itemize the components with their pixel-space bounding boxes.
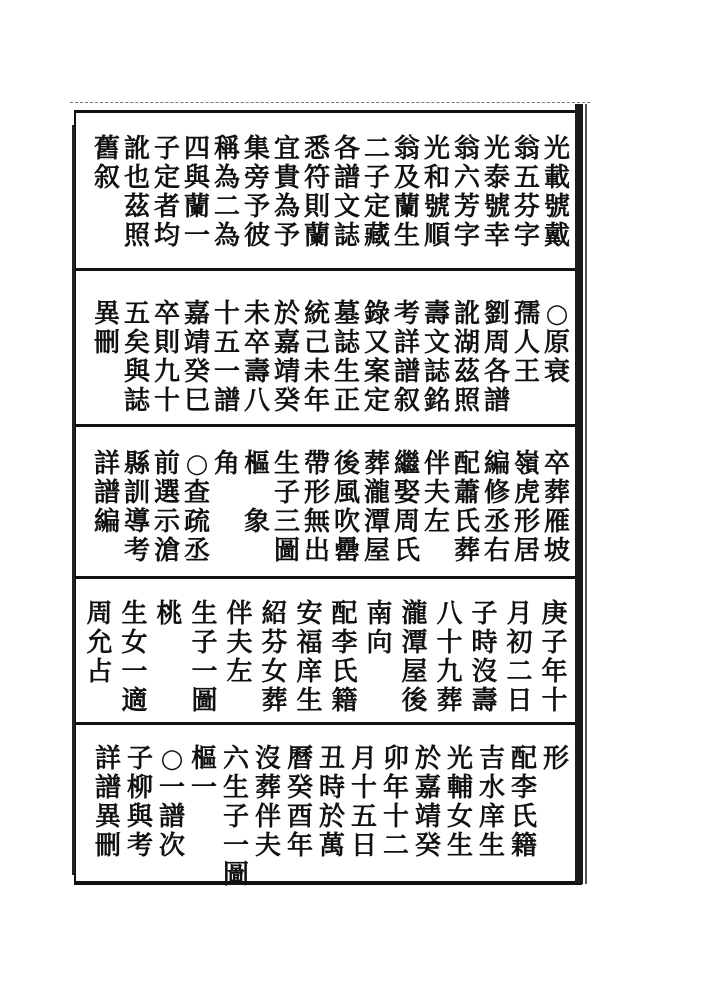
text-column: 子 時 沒 壽 [471, 599, 498, 716]
text-column: 宜 貴 為 予 [273, 134, 300, 251]
text-column: 舊 叙 [93, 134, 120, 193]
text-column: 樞 一 [190, 744, 217, 803]
text-column: 詳 譜 編 [93, 449, 120, 537]
text-column: 各 譜 文 誌 [333, 134, 360, 251]
text-column: 子 柳 與 考 [126, 744, 153, 861]
text-column: 葬 瀧 潭 屋 [363, 449, 390, 566]
text-column: 配 李 氏 籍 [331, 599, 358, 716]
text-column: 墓 誌 生 正 [333, 299, 360, 416]
text-column: ○ 一 譜 次 [158, 744, 185, 861]
band-divider-4 [76, 722, 576, 725]
text-column: 帶 形 無 出 [303, 449, 330, 566]
text-column: 月 初 二 日 [506, 599, 533, 716]
text-column: 生 子 一 圖 [191, 599, 218, 716]
text-band-3 [82, 450, 572, 566]
text-column: 統 己 未 年 [303, 299, 330, 416]
text-column: 壽 文 誌 銘 [423, 299, 450, 416]
text-column: 紹 芬 女 葬 [261, 599, 288, 716]
text-column: 瀧 潭 屋 後 [401, 599, 428, 716]
text-column: 卯 年 十 二 [382, 744, 409, 861]
text-band-5 [82, 745, 572, 890]
text-column: 生 子 三 圖 [273, 449, 300, 566]
text-column: 形 [542, 744, 569, 774]
text-column: 光 輔 女 生 [446, 744, 473, 861]
text-band-4 [82, 600, 572, 716]
text-column: 子 定 者 均 [153, 134, 180, 251]
text-column: 前 選 示 滄 [153, 449, 180, 566]
text-column: 翁 六 芳 字 [453, 134, 480, 251]
text-column: 未 卒 壽 八 [243, 299, 270, 416]
frame-right-heavy-border [575, 104, 583, 884]
text-column: 錄 又 案 定 [363, 299, 390, 416]
text-column: 吉 水 庠 生 [478, 744, 505, 861]
text-column: 二 子 定 藏 [363, 134, 390, 251]
text-column: 丑 時 於 萬 [318, 744, 345, 861]
text-band-1 [82, 135, 572, 251]
text-column: 光 載 號 戴 [543, 134, 570, 251]
text-column: 安 福 庠 生 [296, 599, 323, 716]
text-column: 翁 五 芬 字 [513, 134, 540, 251]
text-column: 翁 及 蘭 生 [393, 134, 420, 251]
text-column: 桃 [156, 599, 183, 629]
text-column: 六 生 子 一 圖 [222, 744, 249, 890]
text-column: 配 蕭 氏 葬 [453, 449, 480, 566]
text-column: 集 旁 予 彼 [243, 134, 270, 251]
text-column: 嘉 靖 癸 巳 [183, 299, 210, 416]
text-column: 後 風 吹 罍 [333, 449, 360, 566]
band-divider-1 [76, 268, 576, 271]
text-column: 嶺 虎 形 居 [513, 449, 540, 566]
text-column: 角 [213, 449, 240, 479]
text-band-2 [82, 300, 572, 416]
text-column: 編 修 丞 右 [483, 449, 510, 566]
text-column: 曆 癸 酉 年 [286, 744, 313, 861]
text-column: 縣 訓 導 考 [123, 449, 150, 566]
text-column: 考 詳 譜 叙 [393, 299, 420, 416]
text-column: 樞 象 [243, 449, 270, 537]
text-column: 訛 也 茲 照 [123, 134, 150, 251]
text-column: 庚 子 年 十 [541, 599, 568, 716]
top-dashed-rule [70, 102, 590, 104]
text-column: 繼 娶 周 氏 [393, 449, 420, 566]
text-column: 稱 為 二 為 [213, 134, 240, 251]
text-column: 孺 人 王 [513, 299, 540, 387]
frame-left-border [72, 125, 75, 875]
text-column: ○ 原 衰 [543, 299, 570, 387]
text-column: 五 矣 與 誌 [123, 299, 150, 416]
frame-right-thin-border [585, 104, 587, 884]
text-column: 悉 符 則 蘭 [303, 134, 330, 251]
text-column: 十 五 一 譜 [213, 299, 240, 416]
text-column: ○ 查 疏 丞 [183, 449, 210, 566]
text-column: 南 向 [366, 599, 393, 658]
band-divider-3 [76, 576, 576, 579]
band-divider-2 [76, 424, 576, 427]
text-column: 八 十 九 葬 [436, 599, 463, 716]
text-column: 配 李 氏 籍 [510, 744, 537, 861]
text-column: 於 嘉 靖 癸 [414, 744, 441, 861]
text-column: 劉 周 各 譜 [483, 299, 510, 416]
text-column: 光 和 號 順 [423, 134, 450, 251]
text-column: 光 泰 號 幸 [483, 134, 510, 251]
text-column: 生 女 一 適 [121, 599, 148, 716]
text-column: 沒 葬 伴 夫 [254, 744, 281, 861]
text-column: 於 嘉 靖 癸 [273, 299, 300, 416]
text-column: 伴 夫 左 [423, 449, 450, 537]
text-column: 伴 夫 左 [226, 599, 253, 687]
text-column: 異 刪 [93, 299, 120, 358]
text-column: 卒 則 九 十 [153, 299, 180, 416]
text-column: 月 十 五 日 [350, 744, 377, 861]
text-column: 詳 譜 異 刪 [94, 744, 121, 861]
text-column: 訛 湖 茲 照 [453, 299, 480, 416]
text-column: 周 允 占 [86, 599, 113, 687]
text-column: 四 與 蘭 一 [183, 134, 210, 251]
text-column: 卒 葬 雁 坡 [543, 449, 570, 566]
